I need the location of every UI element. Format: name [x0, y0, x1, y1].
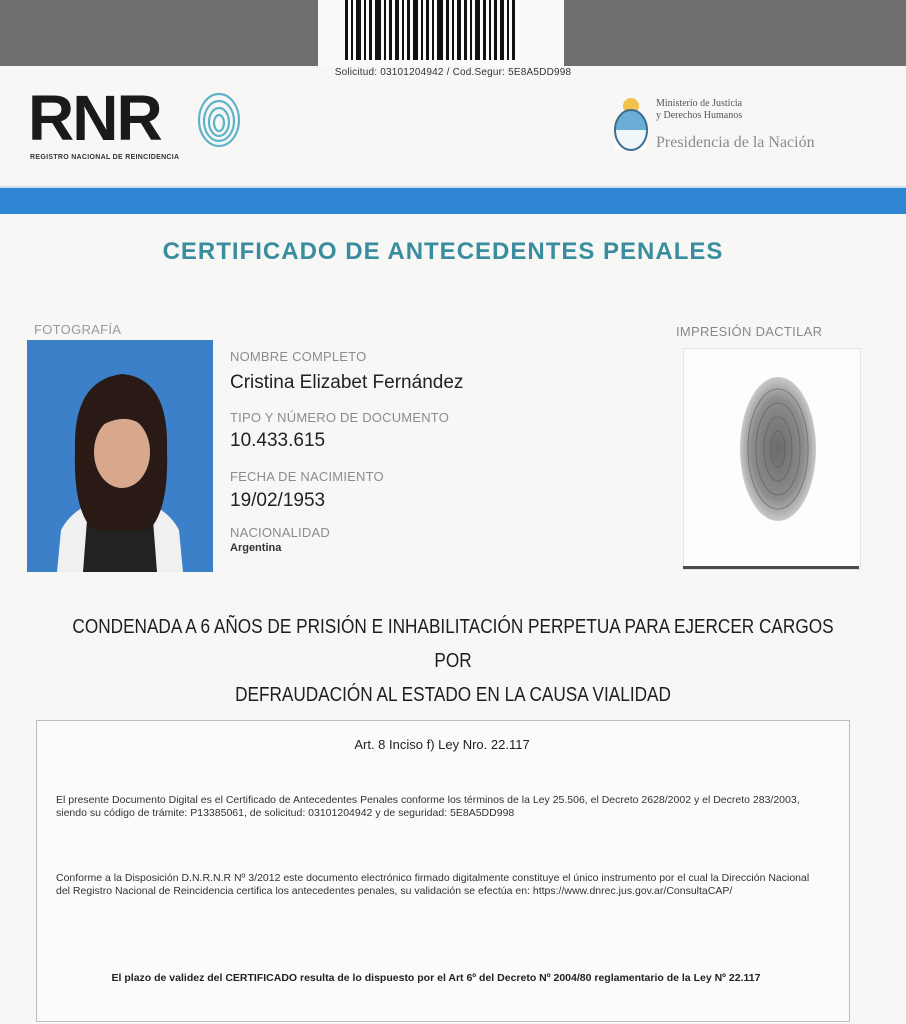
rnr-subtitle: REGISTRO NACIONAL DE REINCIDENCIA — [30, 154, 180, 161]
person-photo — [27, 340, 213, 572]
validez-paragraph: El plazo de validez del CERTIFICADO resulta de lo dispuesto por el Art 6º del Decreto Nº 2004/80 reglamentario de la Ley Nº 22.117 — [111, 972, 761, 984]
solicitud-line: Solicitud: 03101204942 / Cod.Segur: 5E8A5DD998 — [334, 67, 572, 78]
fingerprint-box — [683, 348, 861, 570]
fingerprint-label: IMPRESIÓN DACTILAR — [676, 324, 823, 339]
photo-label: FOTOGRAFÍA — [34, 322, 122, 337]
fingerprint-icon — [684, 349, 860, 569]
nacionalidad-label: NACIONALIDAD — [230, 525, 330, 540]
condena-line2: DEFRAUDACIÓN AL ESTADO EN LA CAUSA VIALIDAD — [235, 684, 671, 706]
article-reference: Art. 8 Inciso f) Ley Nro. 22.117 — [354, 737, 530, 752]
certificate-title: CERTIFICADO DE ANTECEDENTES PENALES — [162, 238, 724, 265]
nombre-label: NOMBRE COMPLETO — [230, 349, 367, 364]
presidencia-text: Presidencia de la Nación — [656, 134, 815, 151]
fingerprint-logo-icon — [196, 90, 242, 150]
legal-paragraph-2: Conforme a la Disposición D.N.R.N.R Nº 3/2012 este documento electrónico firmado digitalmente constituye el único instrumento por el cual la Dirección Nacional del Registro Nacional de Reincidencia certifica los antecedentes penales, su validación se efectúa en: https://www.dnrec.jus.gov.ar/ConsultaCAP/ — [56, 872, 810, 897]
ministerio-text — [656, 98, 742, 122]
condena-statement — [63, 610, 842, 712]
fingerprint-underline — [683, 566, 859, 569]
barcode-icon — [345, 0, 535, 60]
nombre-value: Cristina Elizabet Fernández — [230, 372, 464, 393]
nacionalidad-value: Argentina — [230, 542, 282, 554]
ministerio-line1: Ministerio de Justicia — [656, 98, 743, 109]
condena-line1: CONDENADA A 6 AÑOS DE PRISIÓN E INHABILITACIÓN PERPETUA PARA EJERCER CARGOS POR — [72, 616, 834, 672]
legal-paragraph-1: El presente Documento Digital es el Certificado de Antecedentes Penales conforme los términos de la Ley 25.506, el Decreto 2628/2002 y el Decreto 283/2003, siendo su código de trámite: P13385061, de solicitud: 03101204942 y de seguridad: 5E8A5DD998 — [56, 794, 800, 819]
person-photo-illustration — [27, 340, 213, 572]
blue-divider-bar — [0, 188, 906, 214]
nacimiento-value: 19/02/1953 — [230, 490, 326, 511]
ministerio-line2: y Derechos Humanos — [656, 110, 743, 121]
nacimiento-label: FECHA DE NACIMIENTO — [230, 469, 384, 484]
documento-label: TIPO Y NÚMERO DE DOCUMENTO — [230, 410, 450, 425]
documento-value: 10.433.615 — [230, 430, 326, 451]
national-shield-icon — [612, 96, 650, 152]
rnr-logo: RNR — [28, 82, 161, 154]
